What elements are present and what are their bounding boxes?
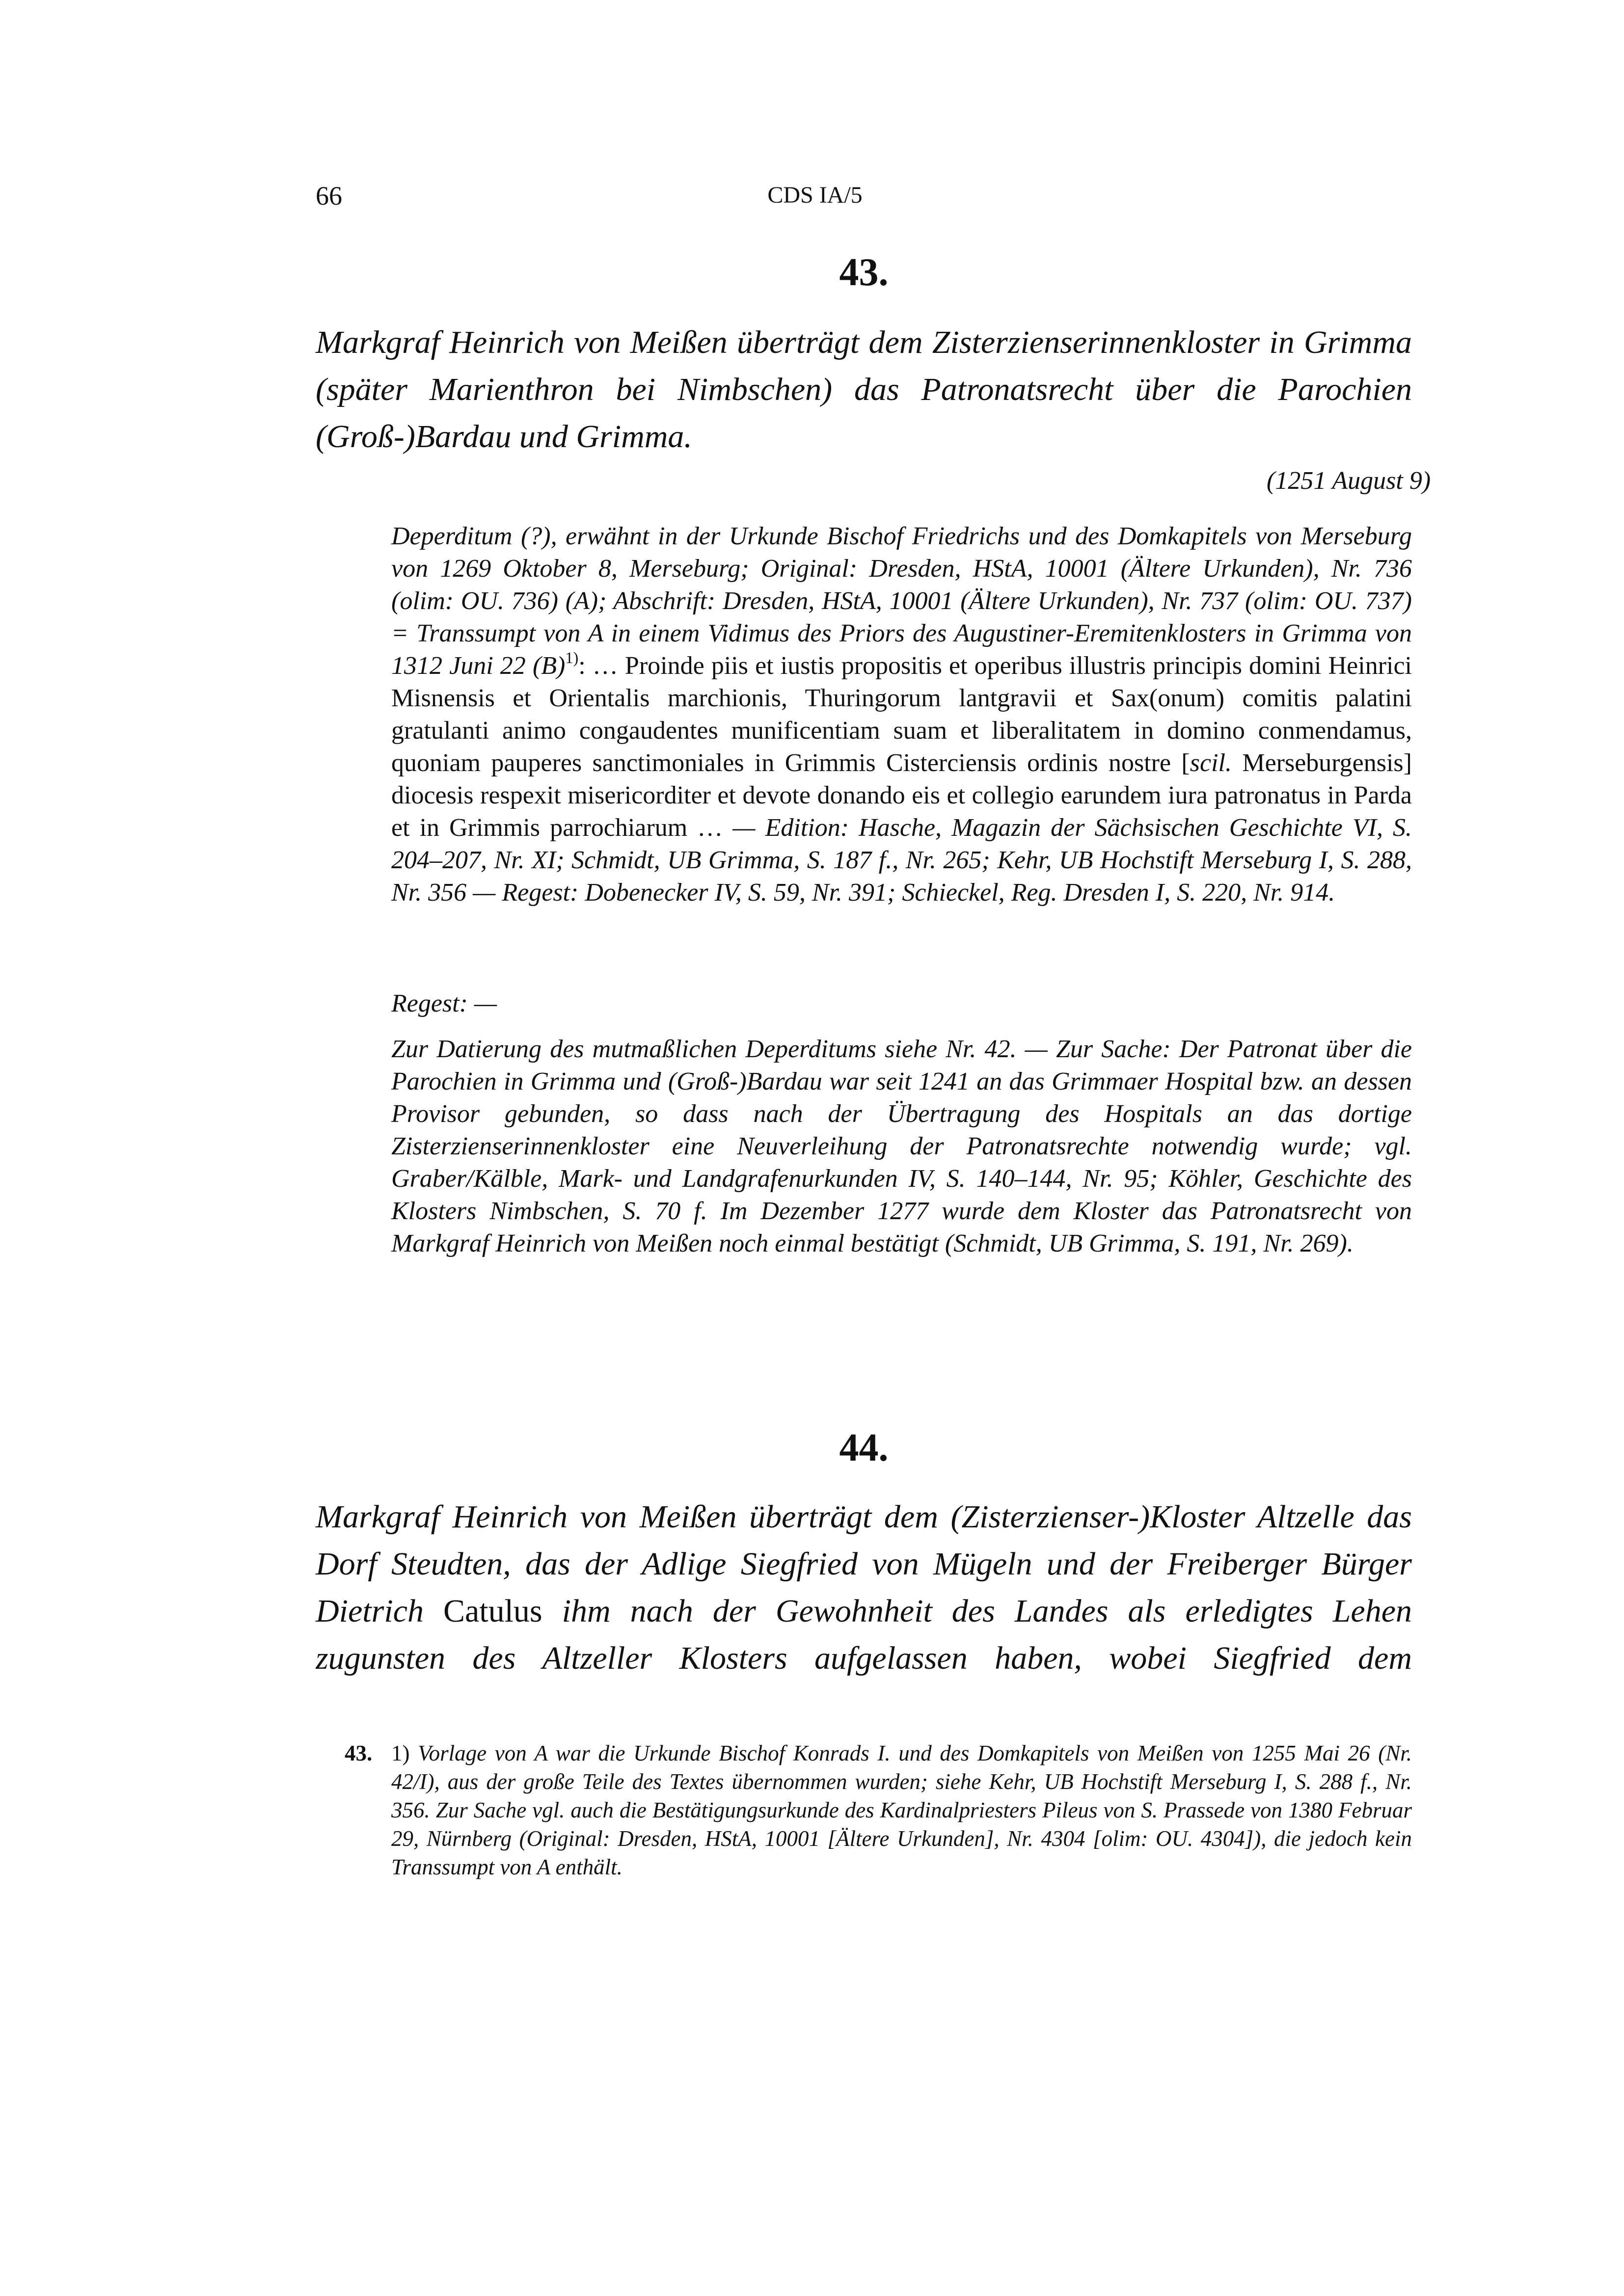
regest-label: Regest: — <box>391 989 497 1017</box>
page-number: 66 <box>316 181 342 211</box>
footnote-marker[interactable]: 1) <box>565 649 579 667</box>
latin-quote-part2: Merseburgensis] diocesis respexit misericorditer et devote donando eis et collegio earundem iura patronatus in Parda et in Grimmis parrochiarum … <box>391 749 1412 842</box>
entry-43-number: 43. <box>839 251 889 294</box>
footnote-entry-ref: 43. <box>345 1741 373 1765</box>
running-head: CDS IA/5 <box>767 182 863 208</box>
footnote-text: Vorlage von A war die Urkunde Bischof Konrads I. und des Domkapitels von Meißen von 1255 Mai 26 (Nr. 42/I), aus der große Teile des Textes übernommen wurden; siehe Kehr, UB Hochstift Merseburg I, S. 288 f., Nr. 356. Zur Sache vgl. auch die Bestätigungsurkunde des Kardinalpriesters Pileus von S. Prassede von 1380 Februar 29, Nürnberg (Original: Dresden, HStA, 10001 [Ältere Urkunden], Nr. 4304 [olim: OU. 4304]), die jedoch kein Transsumpt von A enthält. <box>391 1741 1412 1879</box>
entry-44-title-part2: ihm nach der Gewohnheit des Landes als erledigtes Lehen zugunsten des Altzeller Klosters aufgelassen haben, wobei Siegfried dem <box>316 1593 1412 1676</box>
entry-44-title-part1: Markgraf Heinrich von Meißen überträgt dem (Zisterzienser-)Kloster Altzelle das Dorf Steudten, das der Adlige Siegfried von Mügeln und der Freiberger Bürger Dietrich <box>316 1499 1412 1629</box>
apparatus-colon: : <box>578 652 593 680</box>
footnote-marker-bottom: 1) <box>391 1741 410 1765</box>
entry-43-apparatus <box>391 520 1412 909</box>
apparatus-intro: Deperditum (?), erwähnt in der Urkunde Bischof Friedrichs und des Domkapitels von Merseburg von 1269 Oktober 8, Merseburg; Original: Dresden, HStA, 10001 (Ältere Urkunden), Nr. 736 (olim: OU. 736) (A); Abschrift: Dresden, HStA, 10001 (Ältere Urkunden), Nr. 737 (olim: OU. 737) = Transsumpt von A in einem Vidimus des Priors des Augustiner-Eremitenklosters in Grimma von 1312 Juni 22 (B) <box>391 522 1412 680</box>
entry-43-title: Markgraf Heinrich von Meißen überträgt dem Zisterzienserinnenkloster in Grimma (später Marienthron bei Nimbschen) das Patronatsrecht über die Parochien (Groß-)Bardau und Grimma. <box>316 324 1412 454</box>
entry-43-commentary: Zur Datierung des mutmaßlichen Deperditums siehe Nr. 42. — Zur Sache: Der Patronat über die Parochien in Grimma und (Groß-)Bardau war seit 1241 an das Grimmaer Hospital bzw. an dessen Provisor gebunden, so dass nach der Übertragung des Hospitals an das dortige Zisterzienserinnenkloster eine Neuverleihung der Patronatsrechte notwendig wurde; vgl. Graber/Kälble, Mark- und Landgrafenurkunden IV, S. 140–144, Nr. 95; Köhler, Geschichte des Klosters Nimbschen, S. 70 f. Im Dezember 1277 wurde dem Kloster das Patronatsrecht von Markgraf Heinrich von Meißen noch einmal bestätigt (Schmidt, UB Grimma, S. 191, Nr. 269). <box>391 1035 1412 1257</box>
scil-abbrev: scil. <box>1190 749 1232 777</box>
entry-44-number: 44. <box>839 1426 889 1469</box>
entry-43-date: (1251 August 9) <box>1267 467 1431 495</box>
latin-quote-part1: … Proinde piis et iustis propositis et operibus illustris principis domini Heinrici Misnensis et Orientalis marchionis, Thuringorum lantgravii et Sax(onum) comitis palatini gratulanti animo congaudentes munificentiam suam et liberalitatem in domino conmendamus, quoniam pauperes sanctimoniales in Grimmis Cisterciensis ordinis nostre [ <box>391 652 1412 777</box>
footnote <box>345 1739 1412 1881</box>
entry-44-title <box>316 1494 1412 1682</box>
entry-44-title-roman: Catulus <box>443 1593 542 1629</box>
editions-list: — Edition: Hasche, Magazin der Sächsischen Geschichte VI, S. 204–207, Nr. XI; Schmidt, UB Grimma, S. 187 f., Nr. 265; Kehr, UB Hochstift Merseburg I, S. 288, Nr. 356 — Regest: Dobenecker IV, S. 59, Nr. 391; Schieckel, Reg. Dresden I, S. 220, Nr. 914. <box>391 814 1412 907</box>
